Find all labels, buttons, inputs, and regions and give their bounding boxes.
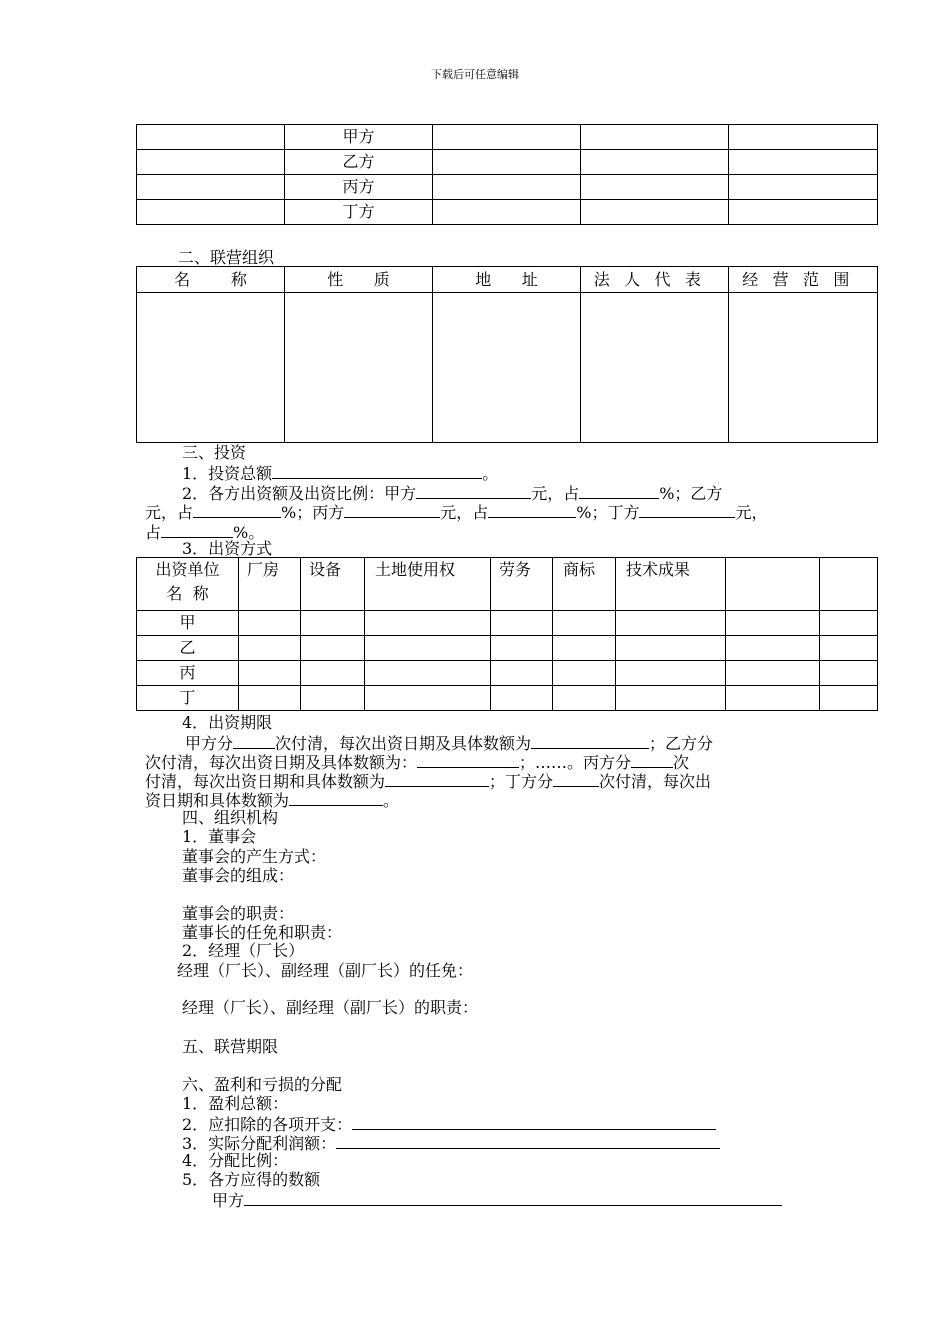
col-address: 地 址 bbox=[433, 267, 581, 293]
contrib-ratio-line3: 占 %。 bbox=[145, 523, 265, 542]
parties-table bbox=[136, 124, 878, 225]
party-cell: 丁方 bbox=[285, 200, 433, 225]
table-row bbox=[137, 686, 878, 711]
col-business-scope: 经营范围 bbox=[729, 267, 878, 293]
contribution-method-table bbox=[136, 557, 878, 711]
distributed-profit-line: 3．实际分配利润额： bbox=[182, 1133, 720, 1153]
contrib-method-title: 3．出资方式 bbox=[182, 539, 273, 558]
col-legal-rep: 法人代表 bbox=[581, 267, 729, 293]
contrib-period-line3: 付清，每次出资日期和具体数额为 ；丁方分 次付清，每次出 bbox=[145, 772, 712, 791]
col-equipment: 设备 bbox=[301, 558, 365, 611]
board-formation: 董事会的产生方式： bbox=[182, 847, 327, 866]
contributor-cell: 丁 bbox=[137, 686, 239, 711]
contrib-period-title: 4．出资期限 bbox=[182, 713, 273, 732]
section6-title: 六、盈利和亏损的分配 bbox=[182, 1075, 343, 1094]
table-row bbox=[137, 611, 878, 636]
section3-title: 三、投资 bbox=[182, 443, 247, 462]
contrib-period-line1: 甲方分 次付清，每次出资日期及具体数额为 ；乙方分 bbox=[185, 734, 714, 753]
contrib-period-line2: 次付清，每次出资日期及具体数额为： ；……。丙方分 次 bbox=[145, 753, 690, 772]
table-row bbox=[137, 150, 878, 175]
table-row bbox=[137, 293, 878, 443]
contrib-ratio-line1: 2．各方出资额及出资比例：甲方 元，占 %；乙方 bbox=[182, 484, 723, 503]
contributor-cell: 乙 bbox=[137, 636, 239, 661]
table-row bbox=[137, 125, 878, 150]
share-party-a-line: 甲方 bbox=[212, 1190, 782, 1210]
section5-title: 五、联营期限 bbox=[182, 1037, 279, 1056]
table-row bbox=[137, 175, 878, 200]
col-land-use: 土地使用权 bbox=[365, 558, 491, 611]
table-row bbox=[137, 661, 878, 686]
contrib-ratio-line2: 元，占 %；丙方 元，占 %；丁方 元， bbox=[145, 503, 768, 522]
col-labor: 劳务 bbox=[491, 558, 553, 611]
party-cell: 甲方 bbox=[285, 125, 433, 150]
board-composition: 董事会的组成： bbox=[182, 866, 295, 885]
contrib-period-line4: 资日期和具体数额为 。 bbox=[145, 791, 400, 810]
deductions-line: 2．应扣除的各项开支： bbox=[182, 1114, 716, 1134]
col-factory: 厂房 bbox=[239, 558, 301, 611]
col-nature: 性 质 bbox=[285, 267, 433, 293]
party-cell: 乙方 bbox=[285, 150, 433, 175]
distribution-ratio: 4．分配比例： bbox=[182, 1151, 289, 1170]
board-duties: 董事会的职责： bbox=[182, 904, 295, 923]
share-amounts-title: 5．各方应得的数额 bbox=[182, 1170, 321, 1189]
section4-title: 四、组织机构 bbox=[182, 808, 279, 827]
table-row bbox=[137, 200, 878, 225]
manager-duties: 经理（厂长）、副经理（副厂长）的职责： bbox=[182, 998, 479, 1017]
table-header-row bbox=[137, 558, 878, 611]
col-contributor-line2: 名 称 bbox=[166, 584, 209, 603]
col-trademark: 商标 bbox=[553, 558, 616, 611]
page-header-note: 下载后可任意编辑 bbox=[431, 68, 519, 81]
chairman-duties: 董事长的任免和职责： bbox=[182, 923, 343, 942]
party-cell: 丙方 bbox=[285, 175, 433, 200]
joint-org-table bbox=[136, 266, 878, 443]
col-tech: 技术成果 bbox=[616, 558, 726, 611]
board-title: 1．董事会 bbox=[182, 827, 257, 846]
invest-total-line: 1．投资总额 。 bbox=[182, 464, 499, 483]
section2-title: 二、联营组织 bbox=[178, 248, 275, 267]
manager-title: 2．经理（厂长） bbox=[182, 941, 305, 960]
manager-appointment: 经理（厂长）、副经理（副厂长）的任免： bbox=[177, 961, 474, 980]
col-name: 名 称 bbox=[137, 267, 285, 293]
contributor-cell: 甲 bbox=[137, 611, 239, 636]
table-row bbox=[137, 636, 878, 661]
contributor-cell: 丙 bbox=[137, 661, 239, 686]
table-header-row bbox=[137, 267, 878, 293]
col-contributor: 出资单位 bbox=[155, 560, 220, 579]
profit-total: 1．盈利总额： bbox=[182, 1094, 289, 1113]
